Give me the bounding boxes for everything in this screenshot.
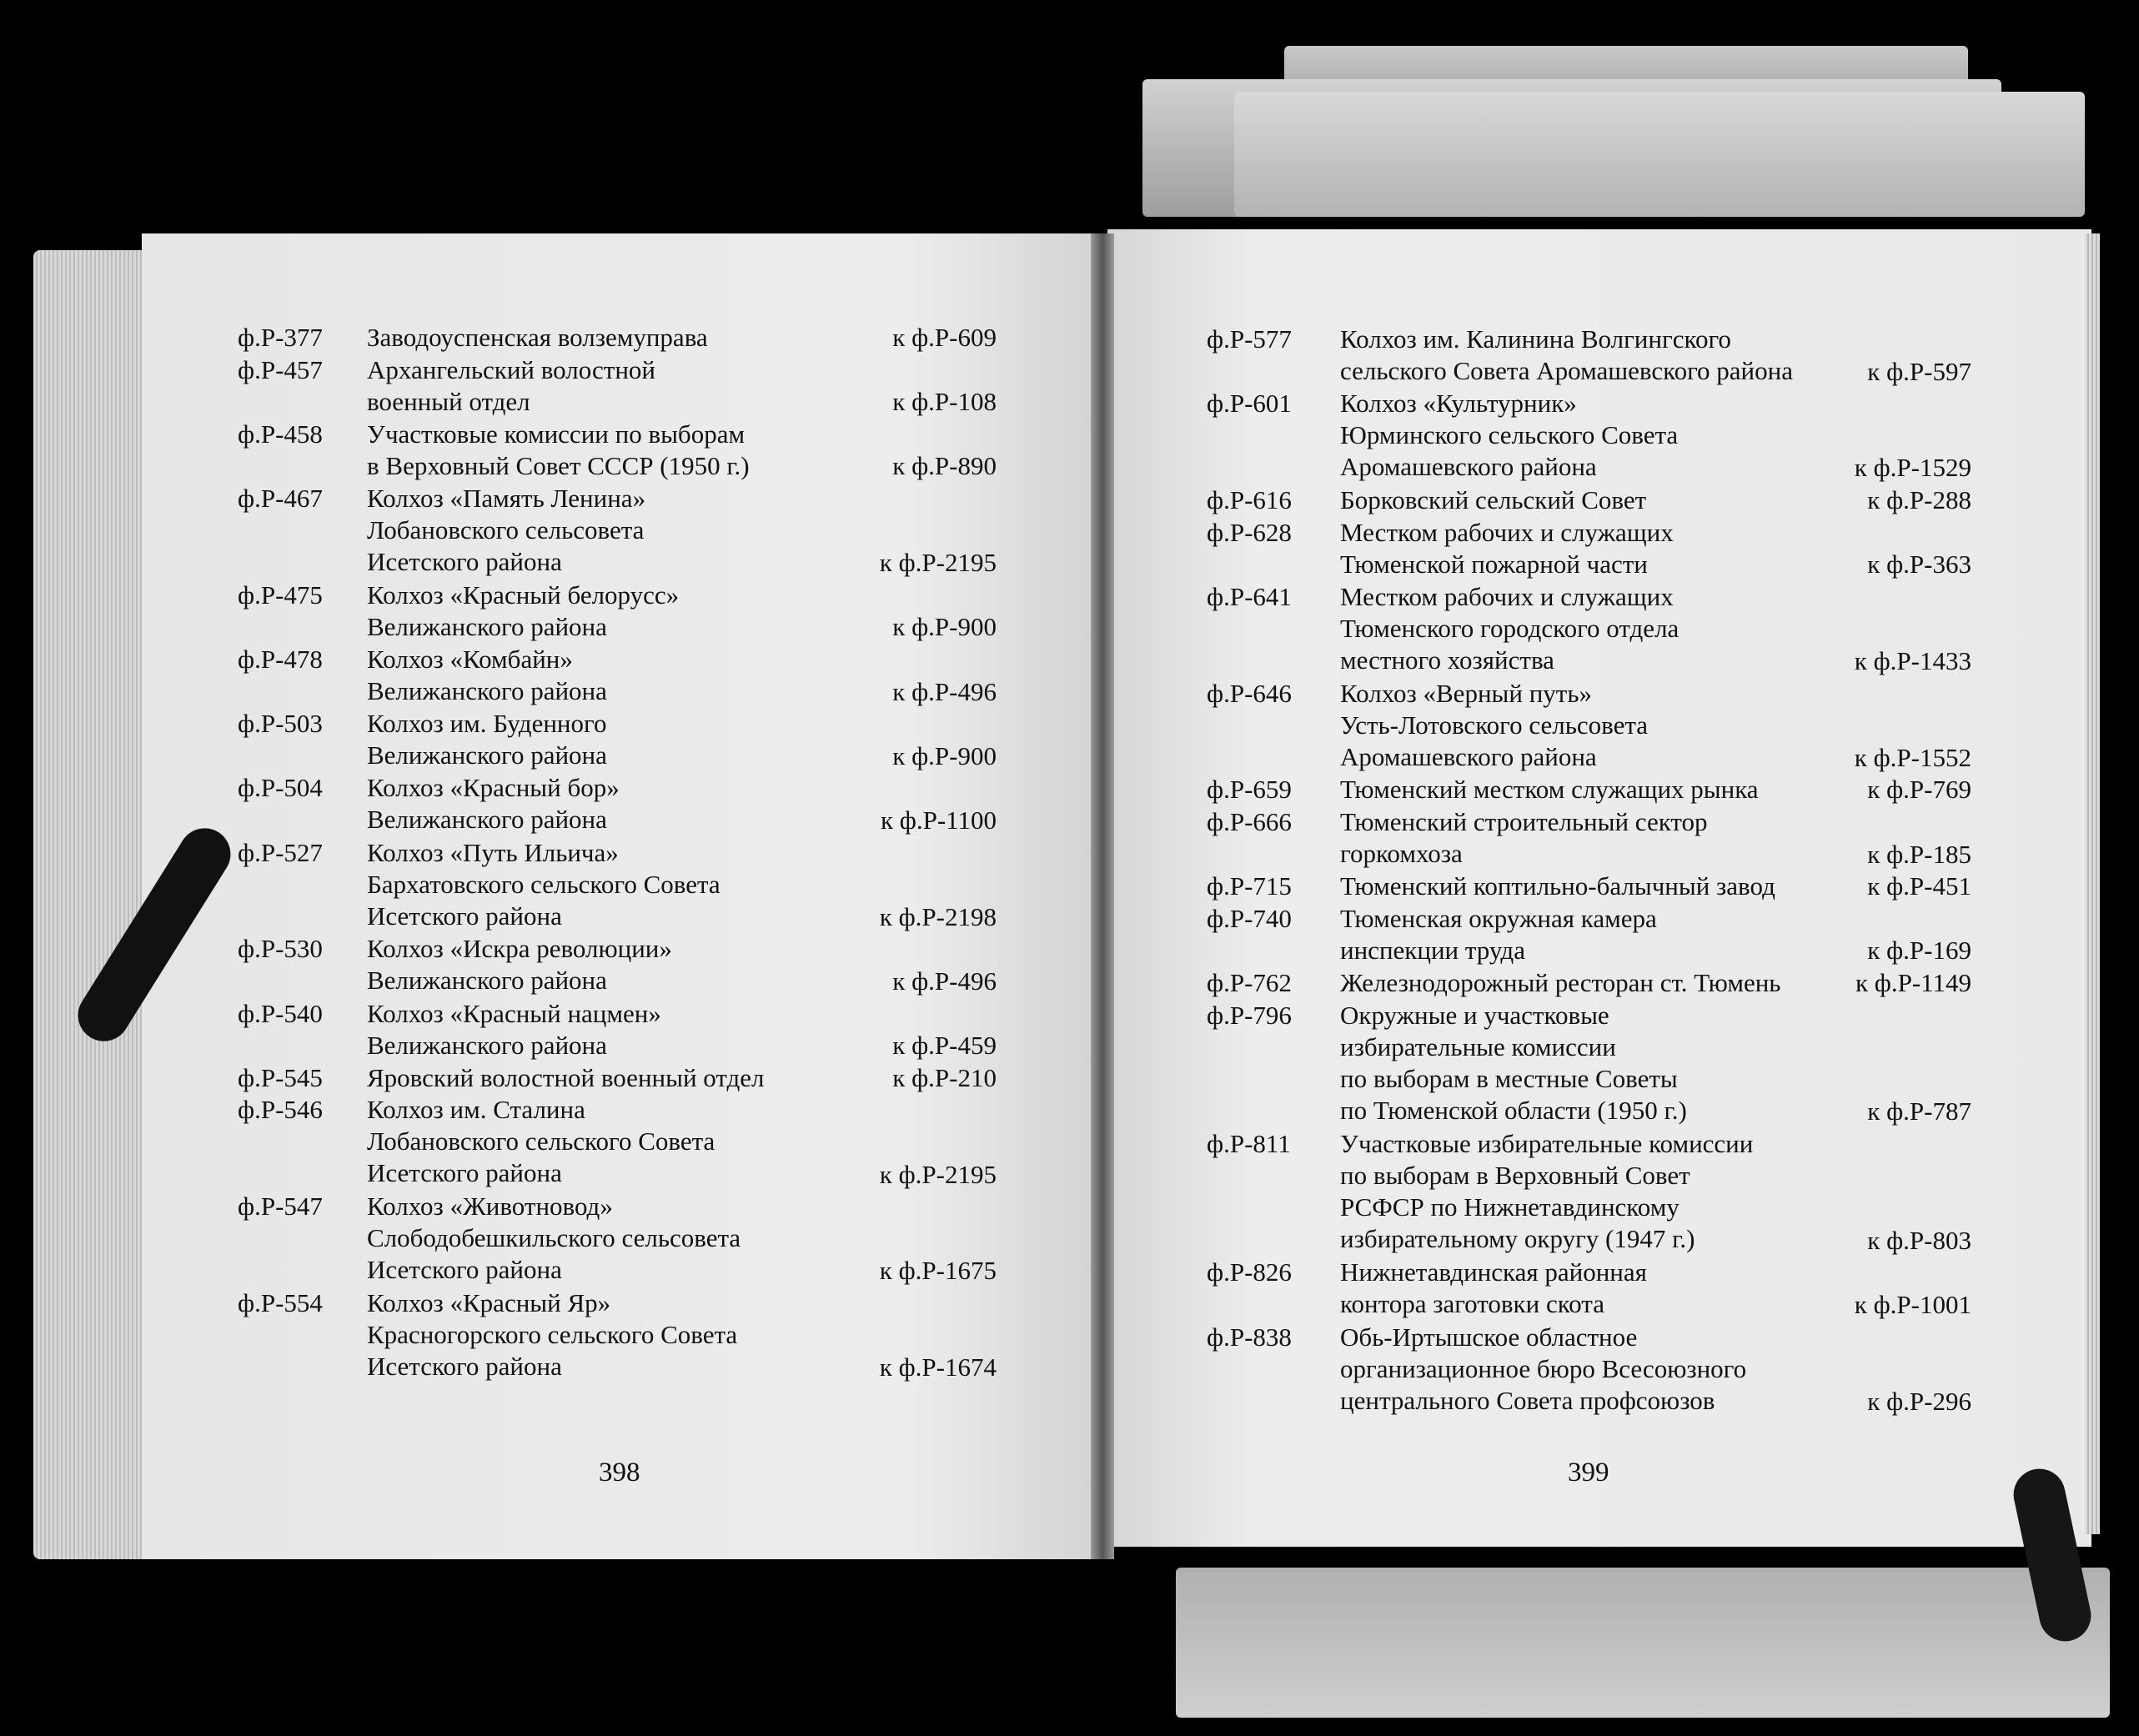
fond-description bbox=[367, 1094, 715, 1189]
fond-description bbox=[1340, 806, 1708, 870]
cross-reference: к ф.Р-1529 bbox=[1854, 453, 1971, 483]
fond-description bbox=[367, 354, 655, 418]
fond-description bbox=[367, 1287, 737, 1382]
description-line: Обь-Иртышское областное bbox=[1340, 1322, 1638, 1352]
description-line: Велижанского района bbox=[367, 611, 607, 641]
description-line: Колхоз им. Сталина bbox=[367, 1095, 585, 1125]
cross-reference: к ф.Р-1552 bbox=[1854, 742, 1971, 772]
fond-description bbox=[1340, 581, 1679, 676]
fond-description bbox=[1340, 1128, 1753, 1255]
cross-reference: к ф.Р-185 bbox=[1867, 839, 1971, 869]
index-entry bbox=[1207, 1000, 1971, 1128]
index-entry bbox=[1207, 388, 1971, 484]
cross-reference: к ф.Р-803 bbox=[1867, 1225, 1971, 1255]
fond-description bbox=[367, 998, 661, 1061]
description-line: Велижанского района bbox=[367, 676, 607, 705]
description-line: по выборам в местные Советы bbox=[1340, 1063, 1678, 1093]
fond-description bbox=[1340, 678, 1648, 773]
description-line: Велижанского района bbox=[367, 1030, 607, 1060]
index-entry bbox=[238, 772, 997, 836]
cross-reference: к ф.Р-597 bbox=[1867, 356, 1971, 386]
cross-reference: к ф.Р-787 bbox=[1867, 1096, 1971, 1126]
index-entry bbox=[1207, 1257, 1971, 1321]
description-line: избирательному округу (1947 г.) bbox=[1340, 1224, 1695, 1253]
index-entry bbox=[1207, 484, 1971, 517]
description-line: избирательные комиссии bbox=[1340, 1031, 1616, 1061]
description-line: Колхоз «Красный белорусс» bbox=[367, 580, 680, 610]
description-line: горкомхоза bbox=[1340, 839, 1463, 868]
fond-code: ф.Р-475 bbox=[238, 580, 323, 610]
index-entry bbox=[1207, 678, 1971, 775]
description-line: Исетского района bbox=[367, 547, 562, 576]
index-entry bbox=[238, 580, 997, 644]
description-line: Исетского района bbox=[367, 901, 562, 931]
description-line: Местком рабочих и служащих bbox=[1340, 581, 1674, 611]
fond-description bbox=[1340, 871, 1775, 902]
description-line: инспекции труда bbox=[1340, 935, 1525, 965]
description-line: Тюменский коптильно-балычный завод bbox=[1340, 871, 1775, 901]
index-entry bbox=[238, 644, 997, 708]
description-line: Колхоз «Красный нацмен» bbox=[367, 998, 661, 1028]
description-line: местного хозяйства bbox=[1340, 645, 1554, 675]
cross-reference: к ф.Р-451 bbox=[1867, 871, 1971, 901]
book-page-edges-left bbox=[33, 250, 150, 1559]
cross-reference: к ф.Р-769 bbox=[1867, 775, 1971, 805]
description-line: по выборам в Верховный Совет bbox=[1340, 1161, 1690, 1190]
fond-code: ф.Р-601 bbox=[1207, 389, 1292, 419]
description-line: Тюменского городского отдела bbox=[1340, 613, 1680, 643]
fond-code: ф.Р-503 bbox=[238, 709, 323, 739]
cross-reference: к ф.Р-296 bbox=[1867, 1386, 1971, 1416]
description-line: Колхоз «Верный путь» bbox=[1340, 678, 1592, 708]
cross-reference: к ф.Р-363 bbox=[1867, 549, 1971, 580]
fond-code: ф.Р-762 bbox=[1207, 968, 1292, 997]
description-line: по Тюменской области (1950 г.) bbox=[1340, 1095, 1687, 1125]
fond-code: ф.Р-577 bbox=[1207, 324, 1292, 354]
fond-code: ф.Р-457 bbox=[238, 354, 323, 384]
cross-reference: к ф.Р-2195 bbox=[879, 1159, 997, 1189]
index-entry bbox=[238, 322, 997, 354]
foam-block-bottom bbox=[1176, 1568, 2110, 1718]
fond-description bbox=[367, 1191, 741, 1286]
fond-description bbox=[367, 933, 672, 996]
index-entry bbox=[238, 933, 997, 997]
description-line: Бархатовского сельского Совета bbox=[367, 869, 721, 899]
fond-code: ф.Р-740 bbox=[1207, 903, 1292, 933]
description-line: Велижанского района bbox=[367, 740, 607, 770]
fond-code: ф.Р-628 bbox=[1207, 517, 1292, 547]
cross-reference: к ф.Р-1001 bbox=[1854, 1289, 1971, 1319]
index-entry bbox=[238, 1062, 997, 1095]
fond-code: ф.Р-826 bbox=[1207, 1257, 1292, 1287]
cross-reference: к ф.Р-108 bbox=[892, 387, 997, 417]
description-line: Юрминского сельского Совета bbox=[1340, 420, 1679, 450]
cross-reference: к ф.Р-1149 bbox=[1855, 968, 1971, 997]
index-entry bbox=[1207, 1128, 1971, 1257]
description-line: Участковые комиссии по выборам bbox=[367, 419, 746, 449]
cross-reference: к ф.Р-496 bbox=[892, 966, 997, 996]
fond-description bbox=[1340, 1257, 1647, 1320]
fond-code: ф.Р-527 bbox=[238, 837, 323, 867]
index-entry bbox=[238, 483, 997, 580]
description-line: Колхоз «Память Ленина» bbox=[367, 484, 646, 513]
cross-reference: к ф.Р-890 bbox=[892, 451, 997, 481]
cross-reference: к ф.Р-496 bbox=[892, 676, 997, 706]
description-line: Велижанского района bbox=[367, 966, 607, 996]
cross-reference: к ф.Р-1100 bbox=[880, 805, 997, 835]
index-entry bbox=[1207, 774, 1971, 806]
description-line: Лобановского сельсовета bbox=[367, 515, 645, 544]
cross-reference: к ф.Р-210 bbox=[892, 1062, 997, 1092]
description-line: Тюменский строительный сектор bbox=[1340, 807, 1708, 836]
index-entry bbox=[238, 837, 997, 934]
fond-description bbox=[367, 644, 607, 707]
cross-reference: к ф.Р-459 bbox=[892, 1031, 997, 1061]
fond-description bbox=[367, 483, 645, 578]
fond-code: ф.Р-646 bbox=[1207, 678, 1292, 708]
description-line: Аромашевского района bbox=[1340, 741, 1597, 771]
fond-description bbox=[1340, 324, 1793, 387]
index-entry bbox=[238, 1287, 997, 1384]
fond-code: ф.Р-540 bbox=[238, 998, 323, 1028]
fond-description bbox=[1340, 774, 1759, 805]
index-entry bbox=[1207, 324, 1971, 388]
fond-code: ф.Р-458 bbox=[238, 419, 323, 449]
description-line: Лобановского сельского Совета bbox=[367, 1126, 716, 1156]
fond-code: ф.Р-811 bbox=[1207, 1129, 1291, 1158]
cross-reference: к ф.Р-2195 bbox=[879, 548, 997, 578]
index-entry bbox=[238, 354, 997, 419]
index-entry bbox=[1207, 806, 1971, 871]
description-line: Колхоз «Комбайн» bbox=[367, 645, 573, 674]
description-line: Колхоз «Красный Яр» bbox=[367, 1288, 611, 1317]
description-line: Колхоз «Искра революции» bbox=[367, 934, 672, 964]
index-entry bbox=[238, 419, 997, 483]
left-page-number: 398 bbox=[599, 1458, 640, 1488]
description-line: РСФСР по Нижнетавдинскому bbox=[1340, 1192, 1680, 1222]
description-line: Слободобешкильского сельсовета bbox=[367, 1223, 741, 1253]
description-line: Тюменская окружная камера bbox=[1340, 903, 1657, 933]
right-page-number: 399 bbox=[1568, 1458, 1609, 1488]
fond-description bbox=[1340, 967, 1780, 999]
index-entry bbox=[238, 708, 997, 772]
description-line: организационное бюро Всесоюзного bbox=[1340, 1353, 1747, 1383]
fond-description bbox=[1340, 517, 1674, 580]
cross-reference: к ф.Р-1674 bbox=[879, 1352, 997, 1382]
fond-code: ф.Р-554 bbox=[238, 1288, 323, 1317]
fond-description bbox=[1340, 388, 1678, 483]
book-gutter bbox=[1091, 233, 1114, 1559]
description-line: Колхоз «Животновод» bbox=[367, 1192, 613, 1222]
index-entry bbox=[1207, 871, 1971, 903]
description-line: Исетского района bbox=[367, 1352, 562, 1381]
cross-reference: к ф.Р-2198 bbox=[879, 901, 997, 931]
description-line: в Верховный Совет СССР (1950 г.) bbox=[367, 450, 750, 480]
fond-description bbox=[367, 772, 620, 835]
description-line: Нижнетавдинская районная bbox=[1340, 1257, 1647, 1287]
index-entry bbox=[238, 1191, 997, 1287]
description-line: Борковский сельский Совет bbox=[1340, 485, 1647, 514]
description-line: сельского Совета Аромашевского района bbox=[1340, 356, 1793, 385]
description-line: Архангельский волостной bbox=[367, 354, 655, 384]
fond-code: ф.Р-796 bbox=[1207, 1000, 1292, 1030]
fond-code: ф.Р-530 bbox=[238, 934, 323, 964]
description-line: центрального Совета профсоюзов bbox=[1340, 1385, 1715, 1415]
fond-description bbox=[1340, 484, 1646, 516]
fond-description bbox=[1340, 1000, 1687, 1126]
description-line: Окружные и участковые bbox=[1340, 1000, 1609, 1030]
description-line: Местком рабочих и служащих bbox=[1340, 517, 1674, 547]
index-entry bbox=[238, 1094, 997, 1191]
description-line: Заводоуспенская волземуправа bbox=[367, 323, 708, 352]
fond-code: ф.Р-504 bbox=[238, 773, 323, 803]
fond-code: ф.Р-545 bbox=[238, 1062, 323, 1092]
fond-description bbox=[367, 580, 679, 643]
fond-code: ф.Р-838 bbox=[1207, 1322, 1292, 1352]
fond-description bbox=[367, 322, 708, 354]
fond-description bbox=[367, 1062, 765, 1094]
description-line: Тюменский местком служащих рынка bbox=[1340, 775, 1759, 805]
description-line: Колхоз им. Калинина Волгингского bbox=[1340, 324, 1731, 354]
index-entry bbox=[1207, 967, 1971, 1000]
fond-description bbox=[1340, 903, 1657, 966]
cross-reference: к ф.Р-169 bbox=[1867, 936, 1971, 966]
index-entry bbox=[238, 998, 997, 1062]
description-line: Железнодорожный ресторан ст. Тюмень bbox=[1340, 968, 1781, 997]
fond-code: ф.Р-666 bbox=[1207, 807, 1292, 836]
description-line: Красногорского сельского Совета bbox=[367, 1320, 738, 1349]
fond-code: ф.Р-478 bbox=[238, 645, 323, 674]
book-page-edges-right bbox=[2085, 233, 2100, 1534]
cross-reference: к ф.Р-288 bbox=[1867, 485, 1971, 514]
description-line: Исетского района bbox=[367, 1158, 562, 1188]
fond-code: ф.Р-659 bbox=[1207, 775, 1292, 805]
fond-code: ф.Р-467 bbox=[238, 484, 323, 513]
fond-description bbox=[367, 837, 721, 932]
description-line: Усть-Лотовского сельсовета bbox=[1340, 710, 1649, 740]
cross-reference: к ф.Р-900 bbox=[892, 612, 997, 642]
fond-description bbox=[1340, 1322, 1746, 1417]
fond-code: ф.Р-546 bbox=[238, 1095, 323, 1125]
description-line: Колхоз «Культурник» bbox=[1340, 389, 1577, 419]
fond-code: ф.Р-715 bbox=[1207, 871, 1292, 901]
cross-reference: к ф.Р-900 bbox=[892, 740, 997, 770]
description-line: Колхоз «Красный бор» bbox=[367, 773, 620, 803]
description-line: Исетского района bbox=[367, 1255, 562, 1285]
index-entry bbox=[1207, 1322, 1971, 1418]
description-line: Яровский волостной военный отдел bbox=[367, 1062, 765, 1092]
fond-code: ф.Р-616 bbox=[1207, 485, 1292, 514]
description-line: контора заготовки скота bbox=[1340, 1289, 1604, 1319]
description-line: Велижанского района bbox=[367, 805, 607, 835]
cross-reference: к ф.Р-609 bbox=[892, 323, 997, 352]
index-entry bbox=[1207, 581, 1971, 678]
fond-code: ф.Р-547 bbox=[238, 1192, 323, 1222]
index-entry bbox=[1207, 517, 1971, 581]
index-entry bbox=[1207, 903, 1971, 967]
description-line: Аромашевского района bbox=[1340, 452, 1597, 482]
cross-reference: к ф.Р-1675 bbox=[879, 1256, 997, 1286]
fond-code: ф.Р-641 bbox=[1207, 581, 1292, 611]
description-line: Колхоз «Путь Ильича» bbox=[367, 837, 619, 867]
fond-description bbox=[367, 419, 750, 482]
fond-code: ф.Р-377 bbox=[238, 323, 323, 352]
description-line: военный отдел bbox=[367, 386, 530, 416]
description-line: Участковые избирательные комиссии bbox=[1340, 1129, 1754, 1158]
cross-reference: к ф.Р-1433 bbox=[1854, 645, 1971, 675]
foam-block-top-3 bbox=[1234, 92, 2085, 217]
description-line: Тюменской пожарной части bbox=[1340, 549, 1648, 579]
description-line: Колхоз им. Буденного bbox=[367, 709, 607, 739]
fond-description bbox=[367, 708, 607, 771]
